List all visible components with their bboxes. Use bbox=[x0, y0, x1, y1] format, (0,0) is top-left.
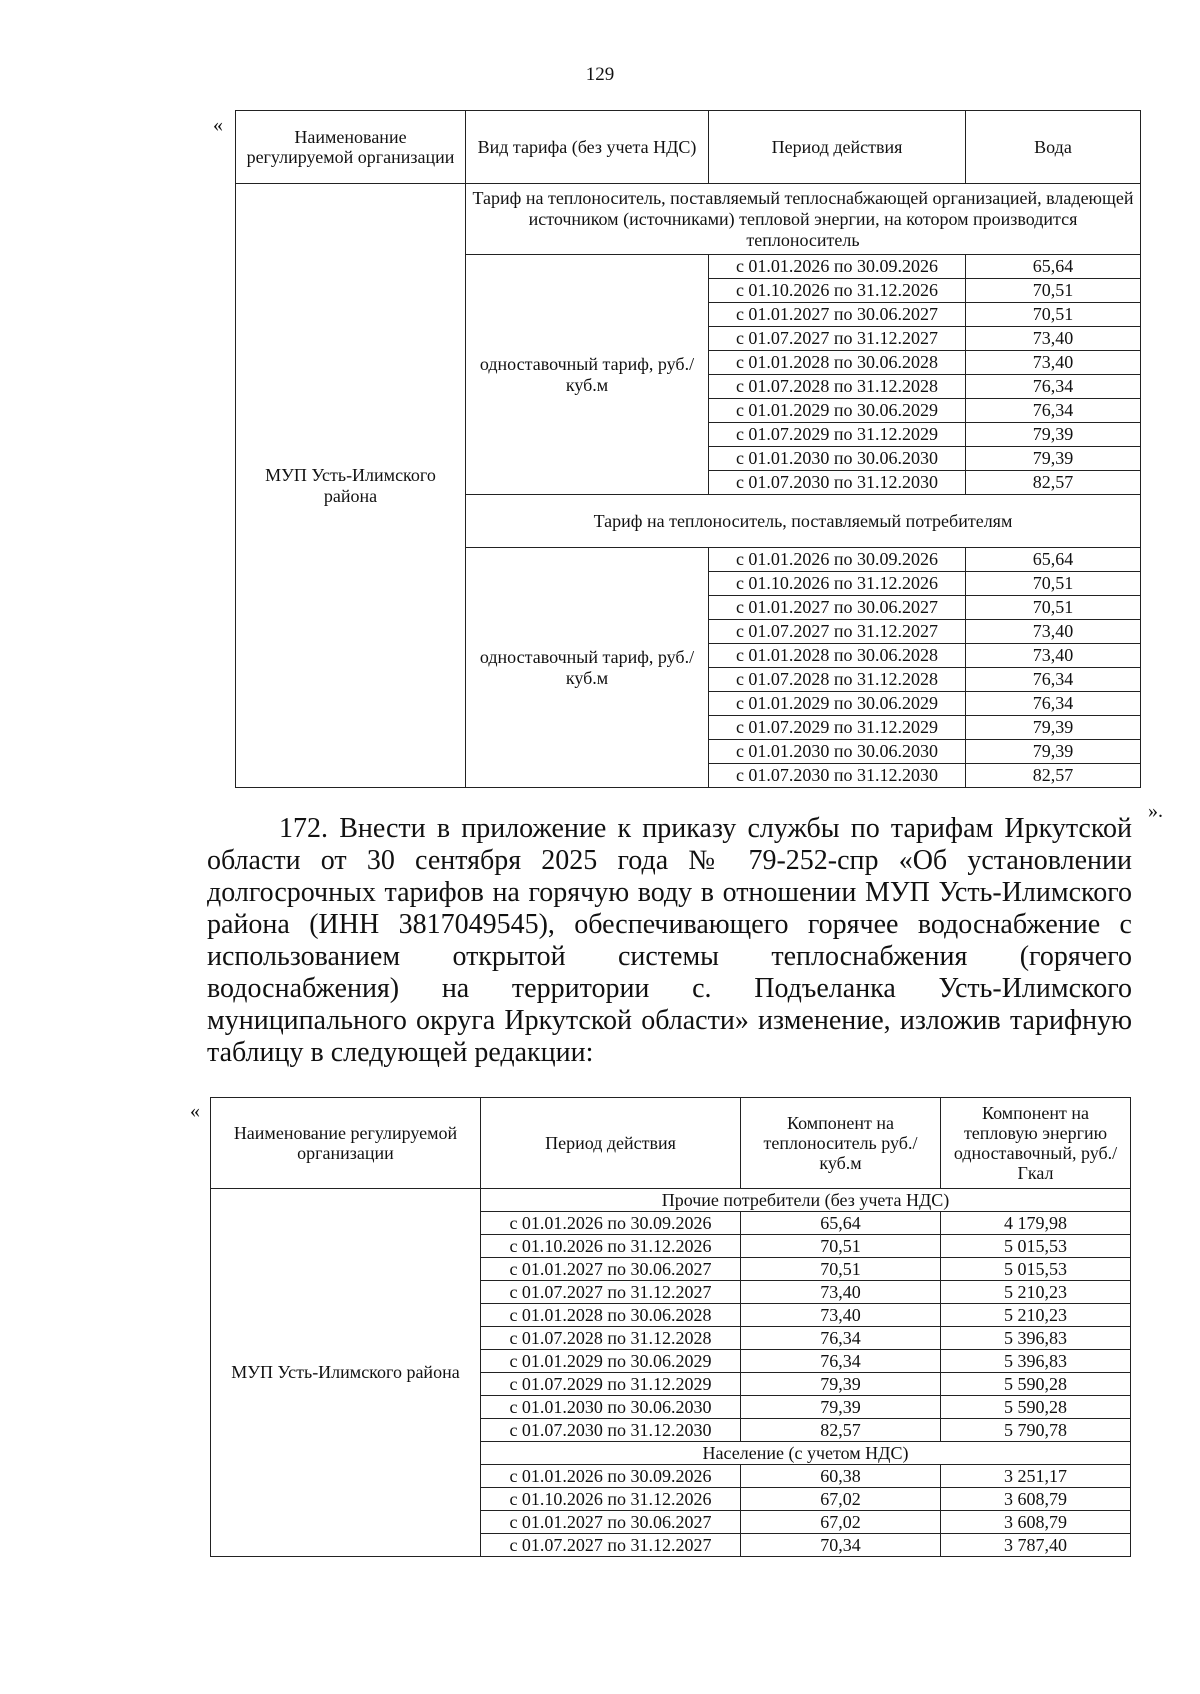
period-cell: с 01.07.2028 по 31.12.2028 bbox=[481, 1327, 741, 1350]
water-value-cell: 79,39 bbox=[966, 740, 1141, 764]
period-cell: с 01.01.2027 по 30.06.2027 bbox=[709, 596, 966, 620]
open-quote-table2: « bbox=[190, 1100, 200, 1122]
energy-value-cell: 3 251,17 bbox=[941, 1465, 1131, 1488]
period-cell: с 01.10.2026 по 31.12.2026 bbox=[709, 572, 966, 596]
water-value-cell: 70,51 bbox=[966, 279, 1141, 303]
water-value-cell: 79,39 bbox=[966, 423, 1141, 447]
period-cell: с 01.07.2028 по 31.12.2028 bbox=[709, 375, 966, 399]
energy-value-cell: 5 590,28 bbox=[941, 1396, 1131, 1419]
water-value-cell: 76,34 bbox=[966, 668, 1141, 692]
carrier-value-cell: 79,39 bbox=[741, 1373, 941, 1396]
carrier-value-cell: 82,57 bbox=[741, 1419, 941, 1442]
header-energy-component: Компонент на тепловую энергию одноставочный, руб./Гкал bbox=[941, 1098, 1131, 1189]
header-carrier-component: Компонент на теплоноситель руб./куб.м bbox=[741, 1098, 941, 1189]
category-population: Население (с учетом НДС) bbox=[481, 1442, 1131, 1465]
period-cell: с 01.01.2030 по 30.06.2030 bbox=[709, 740, 966, 764]
paragraph-line: долгосрочных тарифов на горячую воду в отношении МУП Усть-Илимского bbox=[207, 877, 1132, 908]
header-tariff-type: Вид тарифа (без учета НДС) bbox=[466, 111, 709, 184]
tariff-table-hot-water bbox=[210, 1097, 1131, 1557]
period-cell: с 01.01.2030 по 30.06.2030 bbox=[481, 1396, 741, 1419]
energy-value-cell: 5 790,78 bbox=[941, 1419, 1131, 1442]
period-cell: с 01.01.2027 по 30.06.2027 bbox=[709, 303, 966, 327]
tariff-table-water bbox=[235, 110, 1141, 788]
energy-value-cell: 3 608,79 bbox=[941, 1488, 1131, 1511]
water-value-cell: 79,39 bbox=[966, 716, 1141, 740]
paragraph-line: водоснабжения) на территории с. Подъеланка Усть-Илимского bbox=[207, 973, 1132, 1004]
period-cell: с 01.01.2027 по 30.06.2027 bbox=[481, 1511, 741, 1534]
category1-row bbox=[211, 1189, 1131, 1212]
energy-value-cell: 5 396,83 bbox=[941, 1327, 1131, 1350]
carrier-value-cell: 70,34 bbox=[741, 1534, 941, 1557]
header-org: Наименование регулируемой организации bbox=[211, 1098, 481, 1189]
water-value-cell: 82,57 bbox=[966, 471, 1141, 495]
header-org: Наименование регулируемой организации bbox=[236, 111, 466, 184]
carrier-value-cell: 70,51 bbox=[741, 1235, 941, 1258]
period-cell: с 01.01.2026 по 30.09.2026 bbox=[709, 548, 966, 572]
period-cell: с 01.07.2027 по 31.12.2027 bbox=[709, 620, 966, 644]
period-cell: с 01.07.2027 по 31.12.2027 bbox=[481, 1281, 741, 1304]
period-cell: с 01.01.2028 по 30.06.2028 bbox=[709, 351, 966, 375]
close-quote-table1: ». bbox=[1148, 800, 1163, 822]
energy-value-cell: 4 179,98 bbox=[941, 1212, 1131, 1235]
water-value-cell: 70,51 bbox=[966, 303, 1141, 327]
period-cell: с 01.07.2030 по 31.12.2030 bbox=[709, 764, 966, 788]
period-cell: с 01.07.2027 по 31.12.2027 bbox=[709, 327, 966, 351]
water-value-cell: 73,40 bbox=[966, 327, 1141, 351]
carrier-value-cell: 73,40 bbox=[741, 1281, 941, 1304]
energy-value-cell: 5 396,83 bbox=[941, 1350, 1131, 1373]
energy-value-cell: 5 590,28 bbox=[941, 1373, 1131, 1396]
carrier-value-cell: 67,02 bbox=[741, 1511, 941, 1534]
header-water: Вода bbox=[966, 111, 1141, 184]
org-name-cell: МУП Усть-Илимского района bbox=[236, 184, 466, 788]
water-value-cell: 70,51 bbox=[966, 572, 1141, 596]
period-cell: с 01.07.2030 по 31.12.2030 bbox=[709, 471, 966, 495]
paragraph-line: 172. Внести в приложение к приказу службы по тарифам Иркутской bbox=[279, 813, 1132, 844]
carrier-value-cell: 60,38 bbox=[741, 1465, 941, 1488]
period-cell: с 01.01.2029 по 30.06.2029 bbox=[709, 692, 966, 716]
period-cell: с 01.01.2028 по 30.06.2028 bbox=[709, 644, 966, 668]
table1-header-row bbox=[236, 111, 1141, 184]
tariff-type-label: одноставочный тариф, руб./куб.м bbox=[466, 255, 709, 495]
water-value-cell: 65,64 bbox=[966, 255, 1141, 279]
period-cell: с 01.07.2028 по 31.12.2028 bbox=[709, 668, 966, 692]
period-cell: с 01.01.2027 по 30.06.2027 bbox=[481, 1258, 741, 1281]
paragraph-line: муниципального округа Иркутской области» изменение, изложив тарифную bbox=[207, 1005, 1132, 1036]
category-other-consumers: Прочие потребители (без учета НДС) bbox=[481, 1189, 1131, 1212]
period-cell: с 01.10.2026 по 31.12.2026 bbox=[481, 1488, 741, 1511]
carrier-value-cell: 79,39 bbox=[741, 1396, 941, 1419]
org-name-cell: МУП Усть-Илимского района bbox=[211, 1189, 481, 1557]
paragraph-172 bbox=[207, 813, 1132, 1069]
period-cell: с 01.07.2027 по 31.12.2027 bbox=[481, 1534, 741, 1557]
period-cell: с 01.01.2026 по 30.09.2026 bbox=[481, 1212, 741, 1235]
section1-title: Тариф на теплоноситель, поставляемый теплоснабжающей организацией, владеющей источником (источниками) тепловой энергии, на котором производится теплоноситель bbox=[466, 184, 1141, 255]
water-value-cell: 73,40 bbox=[966, 351, 1141, 375]
water-value-cell: 65,64 bbox=[966, 548, 1141, 572]
water-value-cell: 76,34 bbox=[966, 375, 1141, 399]
water-value-cell: 76,34 bbox=[966, 399, 1141, 423]
energy-value-cell: 3 787,40 bbox=[941, 1534, 1131, 1557]
carrier-value-cell: 73,40 bbox=[741, 1304, 941, 1327]
header-period: Период действия bbox=[709, 111, 966, 184]
tariff-type-label: одноставочный тариф, руб./куб.м bbox=[466, 548, 709, 788]
period-cell: с 01.07.2029 по 31.12.2029 bbox=[709, 423, 966, 447]
period-cell: с 01.01.2030 по 30.06.2030 bbox=[709, 447, 966, 471]
energy-value-cell: 5 015,53 bbox=[941, 1258, 1131, 1281]
water-value-cell: 73,40 bbox=[966, 620, 1141, 644]
paragraph-line: района (ИНН 3817049545), обеспечивающего горячее водоснабжение с bbox=[207, 909, 1132, 940]
paragraph-line: области от 30 сентября 2025 года № 79-252-спр «Об установлении bbox=[207, 845, 1132, 876]
energy-value-cell: 5 210,23 bbox=[941, 1281, 1131, 1304]
energy-value-cell: 3 608,79 bbox=[941, 1511, 1131, 1534]
table2-header-row bbox=[211, 1098, 1131, 1189]
period-cell: с 01.07.2029 по 31.12.2029 bbox=[709, 716, 966, 740]
section2-title: Тариф на теплоноситель, поставляемый потребителям bbox=[466, 495, 1141, 548]
period-cell: с 01.01.2029 по 30.06.2029 bbox=[709, 399, 966, 423]
energy-value-cell: 5 210,23 bbox=[941, 1304, 1131, 1327]
open-quote-table1: « bbox=[213, 114, 223, 136]
carrier-value-cell: 70,51 bbox=[741, 1258, 941, 1281]
water-value-cell: 82,57 bbox=[966, 764, 1141, 788]
carrier-value-cell: 65,64 bbox=[741, 1212, 941, 1235]
carrier-value-cell: 76,34 bbox=[741, 1327, 941, 1350]
page-number: 129 bbox=[585, 64, 615, 85]
carrier-value-cell: 67,02 bbox=[741, 1488, 941, 1511]
water-value-cell: 76,34 bbox=[966, 692, 1141, 716]
water-value-cell: 79,39 bbox=[966, 447, 1141, 471]
period-cell: с 01.01.2026 по 30.09.2026 bbox=[709, 255, 966, 279]
period-cell: с 01.10.2026 по 31.12.2026 bbox=[709, 279, 966, 303]
period-cell: с 01.01.2028 по 30.06.2028 bbox=[481, 1304, 741, 1327]
period-cell: с 01.07.2029 по 31.12.2029 bbox=[481, 1373, 741, 1396]
water-value-cell: 73,40 bbox=[966, 644, 1141, 668]
header-period: Период действия bbox=[481, 1098, 741, 1189]
period-cell: с 01.07.2030 по 31.12.2030 bbox=[481, 1419, 741, 1442]
energy-value-cell: 5 015,53 bbox=[941, 1235, 1131, 1258]
carrier-value-cell: 76,34 bbox=[741, 1350, 941, 1373]
period-cell: с 01.01.2029 по 30.06.2029 bbox=[481, 1350, 741, 1373]
period-cell: с 01.01.2026 по 30.09.2026 bbox=[481, 1465, 741, 1488]
paragraph-line: использованием открытой системы теплоснабжения (горячего bbox=[207, 941, 1132, 972]
period-cell: с 01.10.2026 по 31.12.2026 bbox=[481, 1235, 741, 1258]
paragraph-line: таблицу в следующей редакции: bbox=[207, 1037, 594, 1068]
section1-title-row bbox=[236, 184, 1141, 255]
water-value-cell: 70,51 bbox=[966, 596, 1141, 620]
